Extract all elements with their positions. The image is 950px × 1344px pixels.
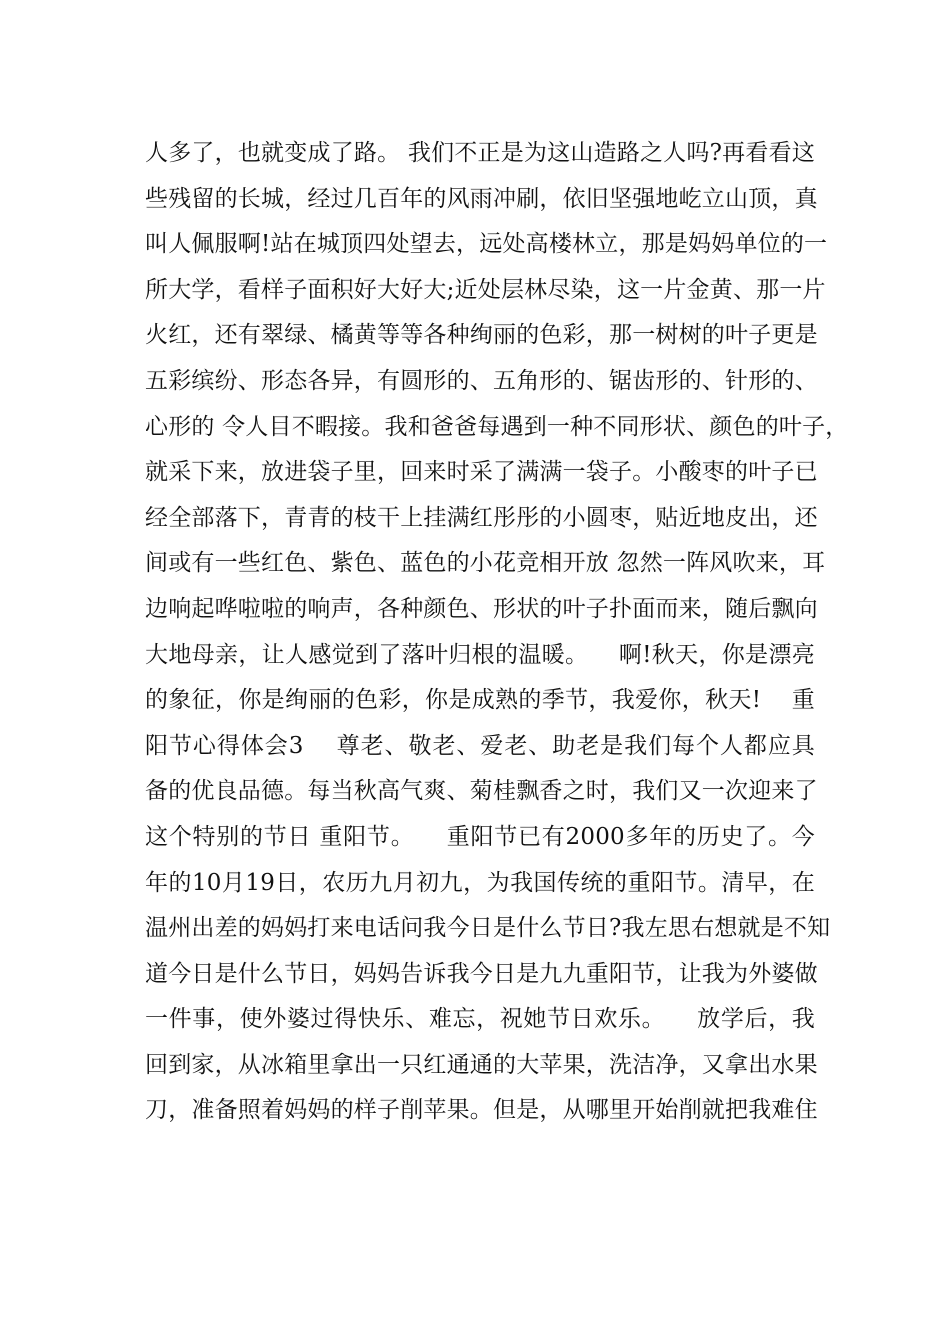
text-line: 年的10月19日，农历九月初九，为我国传统的重阳节。清早，在 xyxy=(145,869,815,896)
text-line: 一件事，使外婆过得快乐、难忘，祝她节日欢乐。 放学后，我 xyxy=(145,1006,815,1033)
text-line: 边响起哗啦啦的响声，各种颜色、形状的叶子扑面而来，随后飘向 xyxy=(145,595,818,622)
text-line: 所大学，看样子面积好大好大;近处层林尽染，这一片金黄、那一片 xyxy=(145,276,826,303)
text-line: 经全部落下，青青的枝干上挂满红彤彤的小圆枣，贴近地皮出，还 xyxy=(145,504,818,531)
text-line: 温州出差的妈妈打来电话问我今日是什么节日?我左思右想就是不知 xyxy=(145,915,831,942)
text-line: 这个特别的节日 重阳节。 重阳节已有2000多年的历史了。今 xyxy=(145,823,815,850)
text-line: 些残留的长城，经过几百年的风雨冲刷，依旧坚强地屹立山顶，真 xyxy=(145,185,818,212)
text-line: 阳节心得体会3 尊老、敬老、爱老、助老是我们每个人都应具 xyxy=(145,732,815,759)
text-line: 备的优良品德。每当秋高气爽、菊桂飘香之时，我们又一次迎来了 xyxy=(145,778,818,805)
body-text xyxy=(145,131,849,1134)
text-line: 的象征，你是绚丽的色彩，你是成熟的季节，我爱你，秋天! 重 xyxy=(145,687,815,714)
text-line: 叫人佩服啊!站在城顶四处望去，远处高楼林立，那是妈妈单位的一 xyxy=(145,231,828,258)
text-line: 五彩缤纷、形态各异，有圆形的、五角形的、锯齿形的、针形的、 xyxy=(145,367,818,394)
text-line: 心形的 令人目不暇接。我和爸爸每遇到一种不同形状、颜色的叶子， xyxy=(145,413,849,440)
text-line: 就采下来，放进袋子里，回来时采了满满一袋子。小酸枣的叶子已 xyxy=(145,459,818,486)
text-line: 间或有一些红色、紫色、蓝色的小花竞相开放 忽然一阵风吹来，耳 xyxy=(145,550,826,577)
text-line: 大地母亲，让人感觉到了落叶归根的温暖。 啊!秋天，你是漂亮 xyxy=(145,641,815,668)
text-line: 火红，还有翠绿、橘黄等等各种绚丽的色彩，那一树树的叶子更是 xyxy=(145,322,818,349)
text-line: 人多了，也就变成了路。 我们不正是为这山造路之人吗?再看看这 xyxy=(145,140,815,166)
text-line: 回到家，从冰箱里拿出一只红通通的大苹果，洗洁净，又拿出水果 xyxy=(145,1051,818,1078)
text-line: 刀，准备照着妈妈的样子削苹果。但是，从哪里开始削就把我难住 xyxy=(145,1097,818,1124)
text-line: 道今日是什么节日，妈妈告诉我今日是九九重阳节，让我为外婆做 xyxy=(145,960,818,987)
